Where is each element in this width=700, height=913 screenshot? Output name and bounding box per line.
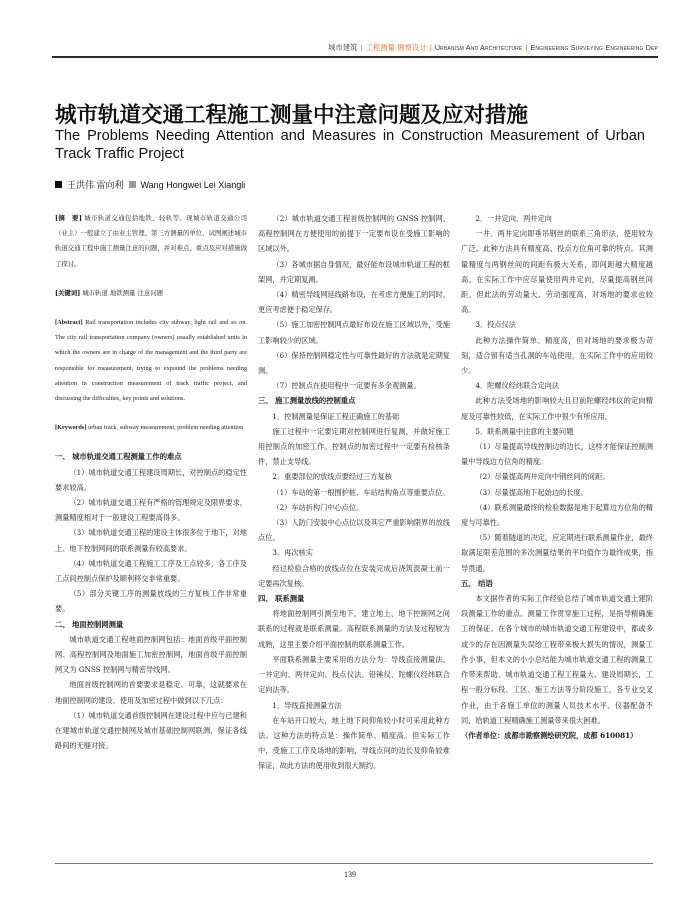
bullet-square-grey-icon xyxy=(129,181,136,188)
section-heading-1: 一、 城市轨道交通工程测量工作的难点 xyxy=(55,452,182,462)
paragraph: 1．导线直接测量方法 xyxy=(272,700,342,710)
paragraph: （3）城市轨道交通工程的建设主体很多位于地下，对地上、地下控制网间的联系测量有较高要求。 xyxy=(55,528,247,553)
paragraph: 4．陀螺仪经纬联合定向法 xyxy=(475,381,560,391)
header-rule xyxy=(52,56,658,58)
abstract-en: [Abstract] Rail transportation includes city subway, light rail and so on. The city rail transportation company (owners) usually established units in which the owners are in charge of the management and the third party are responsible for measurement, trying to expound the problems needing attention in construction measurement of track traffic project, and discussing the difficulties, key points and solutions. xyxy=(55,319,247,403)
header-separator: | xyxy=(360,43,363,52)
header-section-cn: 工程测量·勘察设计 xyxy=(365,43,427,52)
column-middle xyxy=(258,211,450,774)
paragraph: （2）车站折构门中心点位。 xyxy=(272,502,364,512)
paragraph: 此种方法受场地的影响较大且目前陀螺经纬仪的定向精度及可靠性较低，在实际工作中很少有所应用。 xyxy=(461,396,653,421)
paragraph: （7）控制点在使用程中一定要有多余观测量。 xyxy=(272,381,421,391)
paragraph: 3．再次核实 xyxy=(272,548,313,558)
header-separator: | xyxy=(429,43,432,52)
section-heading-2: 二、 地面控制网测量 xyxy=(55,619,124,629)
paragraph: （2）城市轨道交通工程首级控制网的 GNSS 控制网、高程控制网在方便使用的前提下一定要布设在受施工影响的区域以外。 xyxy=(258,214,450,254)
keywords-en: [Keywords] urban track, subway measurement, problem needing attention xyxy=(55,424,244,432)
paragraph: （3）人防门安装中心点位以及其它严重影响限界的放线点位。 xyxy=(258,518,450,543)
paragraph: 城市轨道交通工程地面控制网包括：地面首级平面控制网、高程控制网及地面施工加密控制网，地面首级平面控制网又为 GNSS 控制网与精密导线网。 xyxy=(55,634,247,675)
paragraph: （3）尽量提高地下起始边的长度。 xyxy=(475,487,588,497)
paragraph: （4）精密导线网延线路布设，在考虑方便施工的同时，更应考虑便于稳定保存。 xyxy=(258,290,450,315)
paragraph: （2）尽量提高两井定向中钢丝间的间距。 xyxy=(475,472,610,482)
paragraph: （6）保持控制网稳定性与可靠性最好的方法就是定期复测。 xyxy=(258,350,450,376)
paragraph: 施工过程中一定要定期对控制网进行复测，并做好施工用控制点的加密工作。控制点的加密过程中一定要有检核条件，禁止支导线。 xyxy=(258,426,450,467)
paragraph: （3）各城市据自身情况，最好能布设城市轨道工程的框架网，并定期复测。 xyxy=(258,259,450,284)
authors-en: Wang Hongwei Lei Xiangli xyxy=(140,180,246,190)
column-right xyxy=(461,211,653,743)
paragraph: 经过检验合格的放线点位在安装完成后浇筑混凝土前一定要再次复核。 xyxy=(258,563,450,588)
header-separator: | xyxy=(525,43,528,52)
paragraph: （4）城市轨道交通工程施工工序及工点较多，各工序及工点间控制点保护及顺利移交非常重要。 xyxy=(55,558,247,584)
paragraph: 2．重要部位的放线点要经过三方复核 xyxy=(272,472,392,482)
paragraph: 3．投点仪法 xyxy=(475,320,516,330)
keywords-cn: [关键词] 城市轨道 地铁测量 注意问题 xyxy=(55,288,164,297)
article-title-cn: 城市轨道交通工程施工测量中注意问题及应对措施 xyxy=(55,103,529,128)
paragraph: （5）施工加密控制网点最好布设在施工区域以外，受施工影响较少的区域。 xyxy=(258,320,450,345)
paragraph: （1）城市轨道交通工程建设周期长，对控制点的稳定性要求较高。 xyxy=(55,467,247,492)
paragraph: 1．控制测量是保证工程正确施工的基础 xyxy=(272,411,400,421)
paragraph: 平面联系测量主要采用的方法分为：导线直接测量法、一井定向、两井定向、投点仪法、铅锤仪、陀螺仪经纬联合定向法等。 xyxy=(258,654,450,695)
section-heading-3: 三、 施工测量放线的控制重点 xyxy=(258,396,356,406)
paragraph: （5）随着隧道的决定，应定期进行联系测量作业，最终取满足限差范围的多次测量结果的平均值作为最终成果，指导贯通。 xyxy=(461,533,653,573)
author-line xyxy=(55,178,245,191)
section-heading-5: 五、 结语 xyxy=(461,578,493,588)
paragraph: （1）城市轨道交通首级控制网在建设过程中应与已建和在建城市轨道交通控制网及城市基础控制网联测，保证各线路间的无缝对接。 xyxy=(55,710,247,751)
running-header xyxy=(328,43,658,53)
column-left xyxy=(55,211,247,754)
paragraph: 将地面控制网引测至地下，建立地上、地下控制网之间联系的过程就是联系测量。高程联系测量的方法及过程较为成熟，这里主要介绍平面控制的联系测量工作。 xyxy=(258,609,450,649)
author-affiliation: （作者单位：成都市勘察测绘研究院，成都 610081） xyxy=(461,730,638,740)
paragraph: 在车站开口较大，地上地下间仰角较小时可采用此种方法。这种方法的特点是：操作简单、精度高。但实际工作中，受施工工序及场地的影响，导线点间的边长及仰角较难保证，故此方法的使用收到很大制约。 xyxy=(258,715,450,771)
header-section-en: Engineering Surveying·Engineering Dep xyxy=(530,43,658,52)
header-journal-cn: 城市建筑 xyxy=(328,43,358,52)
paragraph: （2）城市轨道交通工程有严格的管理规定及限界要求，测量精度相对于一般建设工程要高得多。 xyxy=(55,498,247,523)
article-title-en: The Problems Needing Attention and Measures in Construction Measurement of Urban Track Traffic Project xyxy=(55,128,645,162)
paragraph: 2．一井定向、两井定向 xyxy=(475,214,552,223)
header-journal-en: Urbanism And Architecture xyxy=(434,43,523,52)
paragraph: 一井、两井定向即垂吊钢丝的联系三角形法，使用较为广泛。此种方法具有精度高、投点方位角可靠的特点。其测量精度与两钢丝间的间距有极大关系，即间距越大精度越高，在实际工作中应尽量使用两井定向，尽量提高钢丝间距。但此法的劳动量大、劳动强度高，对场地的要求也较高。 xyxy=(461,229,653,315)
paragraph: 地面首级控制网的首要要求是稳定、可靠，这就要求在地面控制网的建设、使用及加密过程中做到以下几点： xyxy=(55,680,247,705)
paragraph: 5．联系测量中注意的主要问题 xyxy=(475,426,574,436)
paragraph: （1）车站的第一根围护桩、车站结构角点等重要点位。 xyxy=(272,487,450,497)
section-heading-4: 四、 联系测量 xyxy=(258,594,305,604)
paragraph: （5）部分关键工序的测量放线的三方复核工作非常重要。 xyxy=(55,589,247,614)
footer-rule xyxy=(55,863,653,864)
paragraph: （1）尽量提高导线控制边的边长，这样才能保证控制测量中导线边方位角的精度。 xyxy=(461,442,653,467)
bullet-square-icon xyxy=(55,181,62,188)
paragraph: 此种方法操作简单、精度高，但对场地的要求极为苛刻，适合留有适当孔洞的车站使用，在实际工作中的应用较少。 xyxy=(461,335,653,376)
paragraph: 本文据作者的实际工作经验总结了城市轨道交通土建阶段测量工作的重点。测量工作贯穿施工过程，是指导精确施工的保证。在各个城市的城市轨道交通工程建设中，都或多或少的存在因测量失误给工程带来极大损失的情况，测量工作小事，但本文的小小总结能为城市轨道交通工程的测量工作带来帮助。城市轨道交通工程工程量大、建设周期长，工程一般分标段、工区、施工方法等分阶段施工，各专业交叉作业，由于各施工单位的测量人员技术水平、仪器配备不同，给轨道工程精确施工测量带来很大困难。 xyxy=(461,594,653,725)
page-number: 139 xyxy=(344,870,356,879)
abstract-cn: [摘 要] 城市轨道交通包括地铁、轻轨等。现城市轨道交通公司（业主）一般建立了由业主管理、第三方测量的单位，试图阐述城市轨道交通工程中施工测量注意的问题，并对难点、重点及应对措施做了探讨。 xyxy=(55,214,247,268)
authors-cn: 王洪伟 雷向利 xyxy=(67,180,124,190)
paragraph: （4）联系测量最终的检验数据是地下起算边方位角的精度与可靠性。 xyxy=(461,502,653,528)
